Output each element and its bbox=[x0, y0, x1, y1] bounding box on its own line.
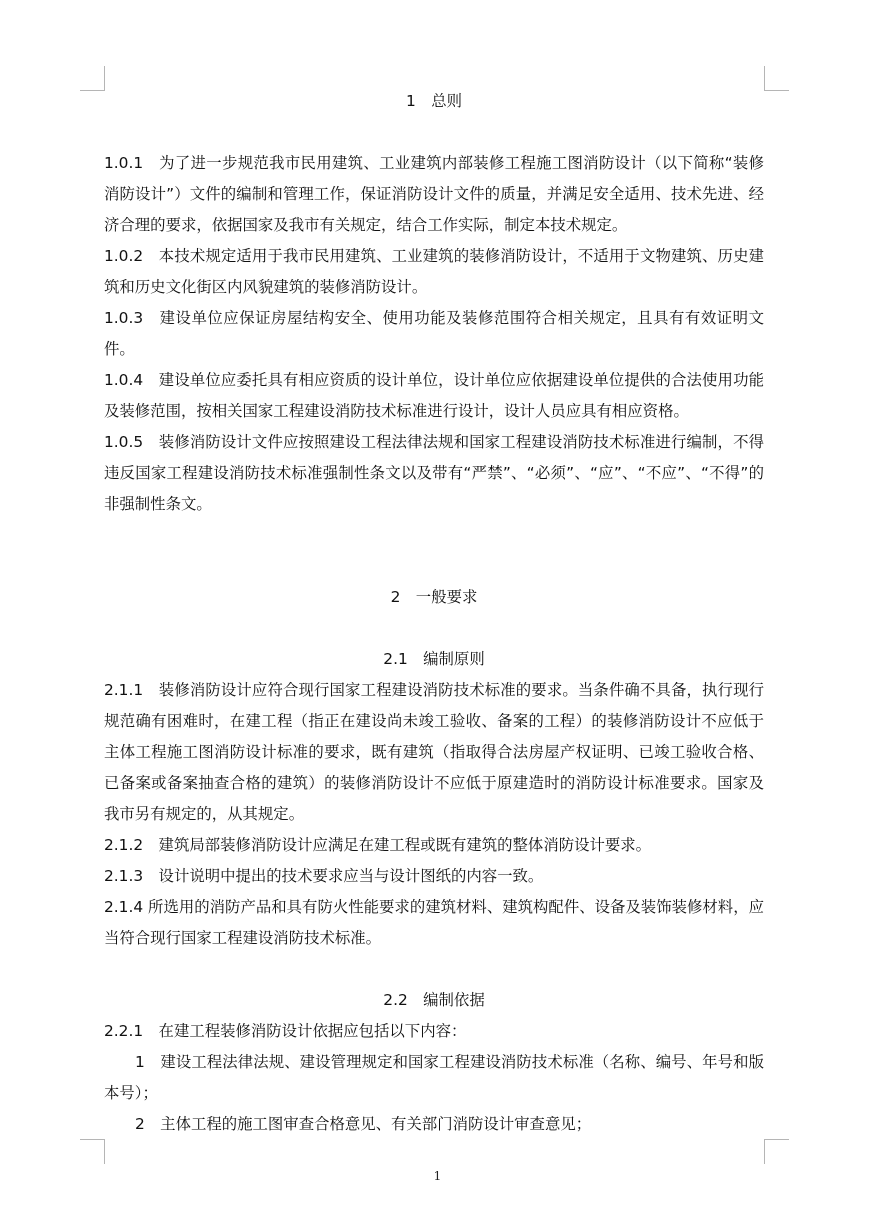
clause-1-0-5: 1.0.5 装修消防设计文件应按照建设工程法律法规和国家工程建设消防技术标准进行编制，不得违反国家工程建设消防技术标准强制性条文以及带有“严禁”、“必须”、“应”、“不应”、“不得”的非强制性条文。 bbox=[104, 433, 764, 513]
clause-2-1-2: 2.1.2 建筑局部装修消防设计应满足在建工程或既有建筑的整体消防设计要求。 bbox=[104, 836, 652, 854]
clause-1-0-3: 1.0.3 建设单位应保证房屋结构安全、使用功能及装修范围符合相关规定，且具有有效证明文件。 bbox=[104, 309, 764, 358]
section-2-1-title: 2.1 编制原则 bbox=[383, 650, 485, 668]
clause-2-1-3: 2.1.3 设计说明中提出的技术要求应当与设计图纸的内容一致。 bbox=[104, 867, 544, 885]
clause-2-2-1: 2.2.1 在建工程装修消防设计依据应包括以下内容： bbox=[104, 1022, 467, 1040]
section-2-2-title: 2.2 编制依据 bbox=[383, 991, 485, 1009]
clause-1-0-1: 1.0.1 为了进一步规范我市民用建筑、工业建筑内部装修工程施工图消防设计（以下简称“装修消防设计”）文件的编制和管理工作，保证消防设计文件的质量，并满足安全适用、技术先进、经济合理的要求，依据国家及我市有关规定，结合工作实际，制定本技术规定。 bbox=[104, 154, 764, 234]
clause-1-0-2: 1.0.2 本技术规定适用于我市民用建筑、工业建筑的装修消防设计，不适用于文物建筑、历史建筑和历史文化街区内风貌建筑的装修消防设计。 bbox=[104, 247, 764, 296]
chapter-1-title: 1 总则 bbox=[406, 92, 462, 110]
clause-2-1-4: 2.1.4 所选用的消防产品和具有防火性能要求的建筑材料、建筑构配件、设备及装饰装修材料，应当符合现行国家工程建设消防技术标准。 bbox=[104, 898, 764, 947]
clause-1-0-4: 1.0.4 建设单位应委托具有相应资质的设计单位，设计单位应依据建设单位提供的合法使用功能及装修范围，按相关国家工程建设消防技术标准进行设计，设计人员应具有相应资格。 bbox=[104, 371, 764, 420]
page-body bbox=[104, 86, 764, 1140]
page-number: 1 bbox=[433, 1169, 442, 1183]
crop-mark-top-left bbox=[80, 66, 105, 91]
clause-2-1-1: 2.1.1 装修消防设计应符合现行国家工程建设消防技术标准的要求。当条件确不具备，执行现行规范确有困难时，在建工程（指正在建设尚未竣工验收、备案的工程）的装修消防设计不应低于主体工程施工图消防设计标准的要求，既有建筑（指取得合法房屋产权证明、已竣工验收合格、已备案或备案抽查合格的建筑）的装修消防设计不应低于原建造时的消防设计标准要求。国家及我市另有规定的，从其规定。 bbox=[104, 681, 764, 823]
crop-mark-bottom-left bbox=[80, 1139, 105, 1164]
list-item-2-2-1-2: 2 主体工程的施工图审查合格意见、有关部门消防设计审查意见； bbox=[135, 1115, 592, 1133]
chapter-2-title: 2 一般要求 bbox=[390, 588, 478, 606]
list-item-2-2-1-1: 1 建设工程法律法规、建设管理规定和国家工程建设消防技术标准（名称、编号、年号和版本号）； bbox=[104, 1053, 764, 1102]
crop-mark-top-right bbox=[764, 66, 789, 91]
crop-mark-bottom-right bbox=[764, 1139, 789, 1164]
